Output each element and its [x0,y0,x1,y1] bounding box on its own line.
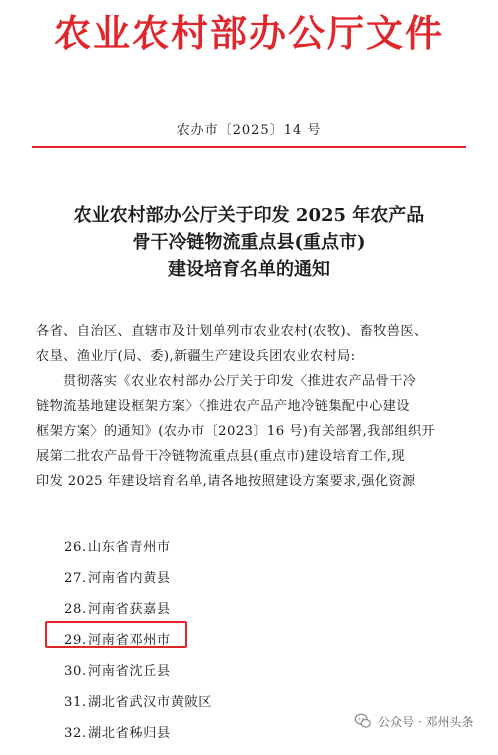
wechat-icon [354,712,372,730]
title-line: 农业农村部办公厅关于印发 2025 年农产品 [73,205,425,226]
watermark [354,710,494,732]
list-item-text: 山东省青州市 [88,540,171,555]
body-line: 农垦、渔业厅(局、委),新疆生产建设兵团农业农村局: [36,349,356,364]
body-line: 链物流基地建设框架方案〉〈推进农产品产地冷链集配中心建设 [36,399,410,414]
list-item-number: 31. [64,695,87,710]
title-line: 骨干冷链物流重点县(重点市) [132,232,366,253]
list-item-number: 28. [64,602,87,617]
title-line: 建设培育名单的通知 [168,259,330,280]
document-title [0,202,498,283]
red-divider [32,146,466,148]
document-header-title: 农业农村部办公厅文件 [54,11,444,55]
body-line: 展第二批农产品骨干冷链物流重点县(重点市)建设培育工作,现 [36,449,405,464]
list-item-text: 湖北省武汉市黄陂区 [88,695,213,710]
highlight-box [45,621,187,648]
document-body [36,319,466,494]
watermark-text: 公众号 · 邓州头条 [378,714,474,729]
list-item-text: 河南省沈丘县 [88,664,171,679]
list-item [64,662,464,693]
list-item-number: 26. [64,540,87,555]
document-number: 农办市〔2025〕14 号 [176,123,322,138]
list-item-text: 河南省内黄县 [88,571,171,586]
list-item-number: 32. [64,726,87,741]
list-item-text: 河南省获嘉县 [88,602,171,617]
body-line: 贯彻落实《农业农村部办公厅关于印发〈推进农产品骨干冷 [63,374,417,389]
body-line: 印发 2025 年建设培育名单,请各地按照建设方案要求,强化资源 [36,474,416,489]
list-item-number: 29. [64,633,87,648]
body-line: 框架方案〉的通知》(农办市〔2023〕16 号)有关部署,我部组织开 [36,424,436,439]
list-item [64,538,464,569]
list-item-number: 30. [64,664,87,679]
list-item-number: 27. [64,571,87,586]
list-item-text: 湖北省秭归县 [88,726,171,741]
list-item [64,569,464,600]
list-item-text: 河南省邓州市 [88,633,171,648]
body-line: 各省、自治区、直辖市及计划单列市农业农村(农牧)、畜牧兽医、 [36,324,428,339]
